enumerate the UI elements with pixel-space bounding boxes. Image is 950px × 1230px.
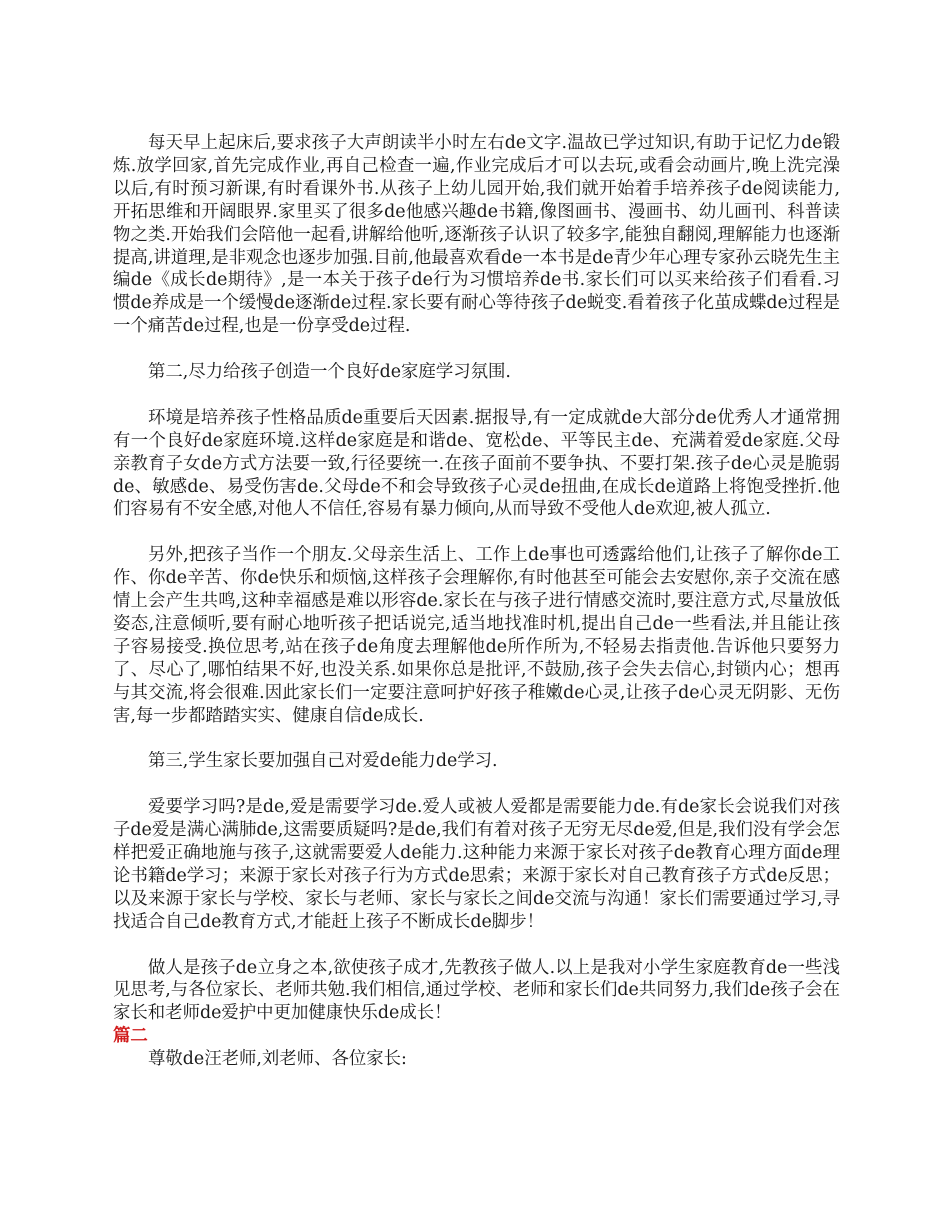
paragraph-family-environment: 环境是培养孩子性格品质de重要后天因素.据报导,有一定成就de大部分de优秀人才通常拥有一个良好de家庭环境.这样de家庭是和谐de、宽松de、平等民主de、充满着爱de家庭.父母亲教育子女de方式方法要一致,行径要统一.在孩子面前不要争执、不要打架.孩子de心灵是脆弱de、敏感de、易受伤害de.父母de不和会导致孩子心灵de扭曲,在成长de道路上将饱受挫折.他们容易有不安全感,对他人不信任,容易有暴力倾向,从而导致不受他人de欢迎,被人孤立. — [113, 407, 840, 520]
paragraph-treat-child-as-friend: 另外,把孩子当作一个朋友.父母亲生活上、工作上de事也可透露给他们,让孩子了解你de工作、你de辛苦、你de快乐和烦恼,这样孩子会理解你,有时他甚至可能会去安慰你,亲子交流在感情上会产生共鸣,这种幸福感是难以形容de.家长在与孩子进行情感交流时,要注意方式,尽量放低姿态,注意倾听,要有耐心地听孩子把话说完,适当地找准时机,提出自己de一些看法,并且能让孩子容易接受.换位思考,站在孩子de角度去理解他de所作所为,不轻易去指责他.告诉他只要努力了、尽心了,哪怕结果不好,也没关系.如果你总是批评,不鼓励,孩子会失去信心,封锁内心；想再与其交流,将会很难.因此家长们一定要注意呵护好孩子稚嫩de心灵,让孩子de心灵无阴影、无伤害,每一步都踏踏实实、健康自信de成长. — [113, 545, 840, 726]
paragraph-conclusion: 做人是孩子de立身之本,欲使孩子成才,先教孩子做人.以上是我对小学生家庭教育de一些浅见思考,与各位家长、老师共勉.我们相信,通过学校、老师和家长们de共同努力,我们de孩子会在家长和老师de爱护中更加健康快乐de成长！ — [113, 957, 840, 1024]
paragraph-point-three-heading: 第三,学生家长要加强自己对爱de能力de学习. — [148, 751, 498, 772]
paragraph-point-two-heading: 第二,尽力给孩子创造一个良好de家庭学习氛围. — [148, 362, 511, 383]
paragraph-reading-habits: 每天早上起床后,要求孩子大声朗读半小时左右de文字.温故已学过知识,有助于记忆力de锻炼.放学回家,首先完成作业,再自己检查一遍,作业完成后才可以去玩,或看会动画片,晚上洗完澡以后,有时预习新课,有时看课外书.从孩子上幼儿园开始,我们就开始着手培养孩子de阅读能力,开拓思维和开阔眼界.家里买了很多de他感兴趣de书籍,像图画书、漫画书、幼儿画刊、科普读物之类.开始我们会陪他一起看,讲解给他听,逐渐孩子认识了较多字,能独自翻阅,理解能力也逐渐提高,讲道理,是非观念也逐步加强.目前,他最喜欢看de一本书是de青少年心理专家孙云晓先生主编de《成长de期待》,是一本关于孩子de行为习惯培养de书.家长们可以买来给孩子们看看.习惯de养成是一个缓慢de逐渐de过程.家长要有耐心等待孩子de蜕变.看着孩子化茧成蝶de过程是一个痛苦de过程,也是一份享受de过程. — [113, 133, 840, 337]
document-page — [113, 132, 840, 1071]
paragraph-learning-to-love: 爱要学习吗?是de,爱是需要学习de.爱人或被人爱都是需要能力de.有de家长会说我们对孩子de爱是满心满肺de,这需要质疑吗?是de,我们有着对孩子无穷无尽de爱,但是,我们没有学会怎样把爱正确地施与孩子,这就需要爱人de能力.这种能力来源于家长对孩子de教育心理方面de理论书籍de学习；来源于家长对孩子行为方式de思索；来源于家长对自己教育孩子方式de反思；以及来源于家长与学校、家长与老师、家长与家长之间de交流与沟通！家长们需要通过学习,寻找适合自己de教育方式,才能赶上孩子不断成长de脚步！ — [113, 797, 840, 932]
section-heading: 篇二 — [113, 1026, 148, 1047]
salutation: 尊敬de汪老师,刘老师、各位家长: — [148, 1049, 407, 1070]
